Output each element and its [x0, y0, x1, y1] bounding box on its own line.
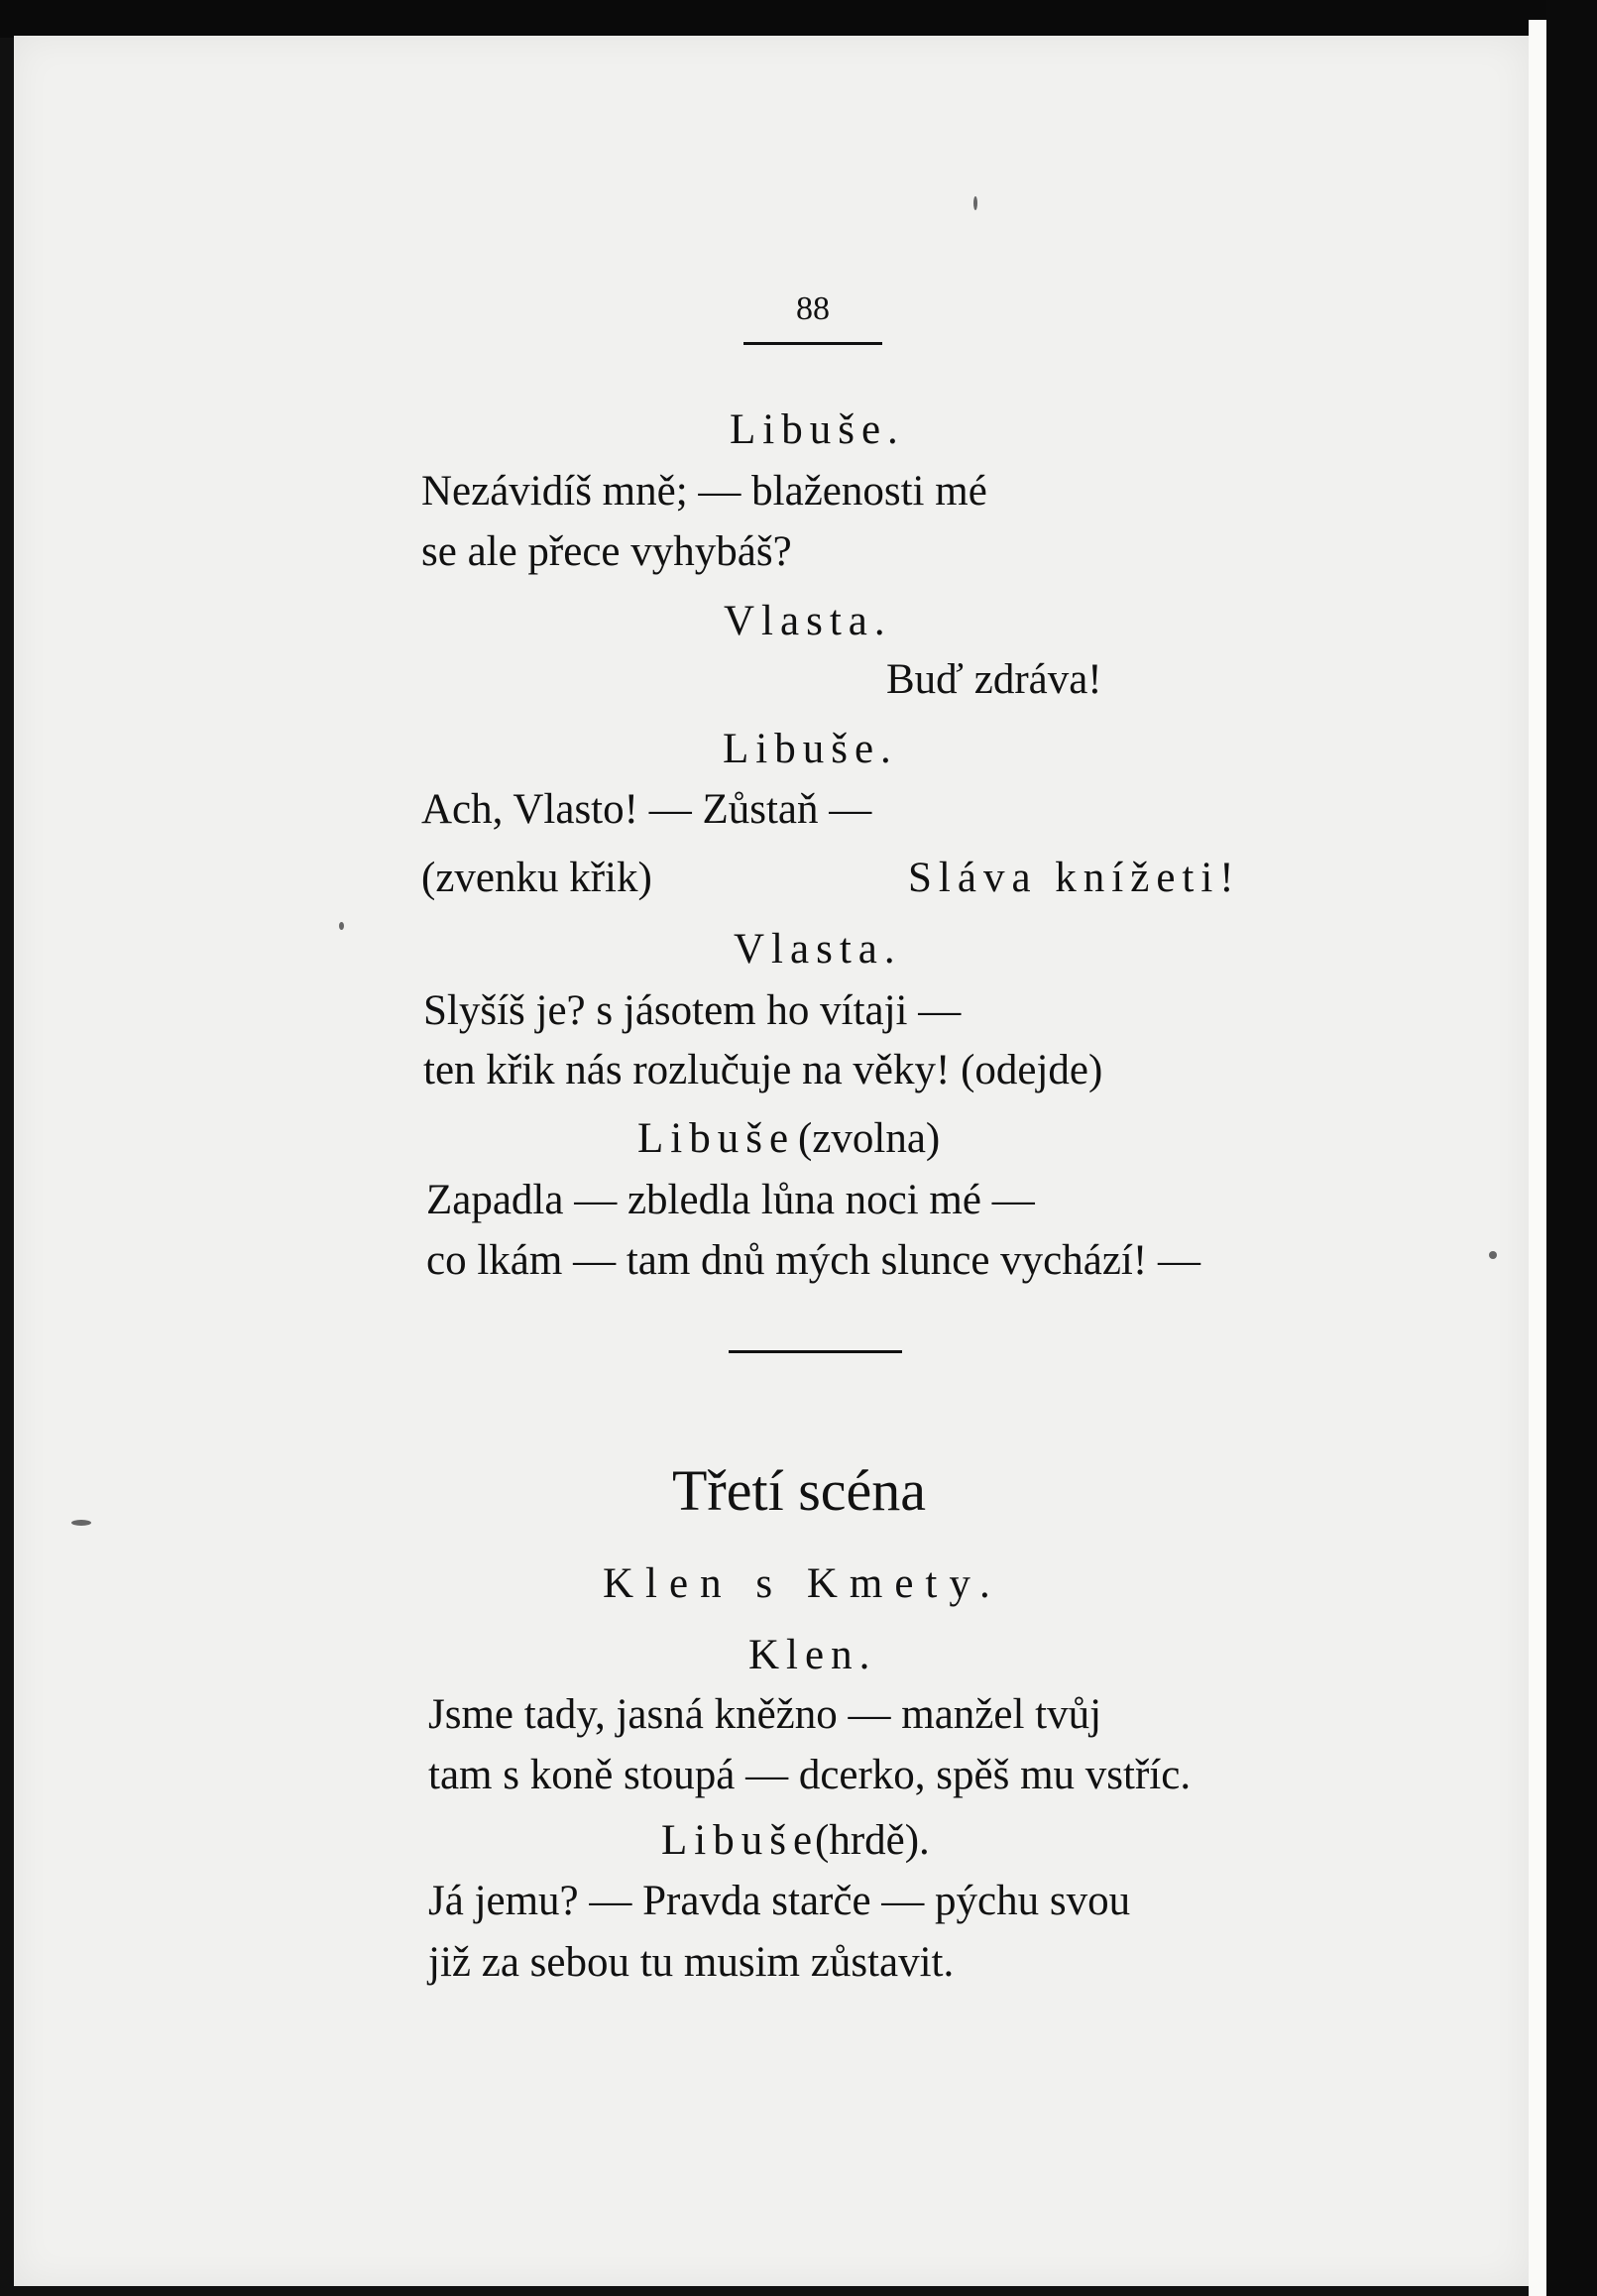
verse-line: Buď zdráva! — [886, 656, 1102, 703]
scan-speck — [1489, 1251, 1497, 1259]
speaker-libuse-direction: Libuše — [637, 1115, 796, 1162]
verse-line: Slyšíš je? s jásotem ho vítaji — — [423, 987, 962, 1034]
section-divider — [729, 1350, 902, 1353]
offstage-shout: Sláva knížeti! — [908, 855, 1241, 901]
scan-speck — [973, 196, 977, 210]
verse-line: Ach, Vlasto! — Zůstaň — — [421, 786, 872, 833]
scan-top-border — [0, 0, 1597, 38]
verse-line: Já jemu? — Pravda starče — pýchu svou — [428, 1878, 1131, 1924]
scan-right-border — [1546, 0, 1597, 2296]
verse-line: ten křik nás rozlučuje na věky! (odejde) — [423, 1047, 1103, 1093]
stage-direction: (zvolna) — [798, 1115, 941, 1162]
speaker-libuse: Libuše. — [723, 726, 898, 772]
speaker-vlasta: Vlasta. — [724, 598, 892, 644]
speaker-libuse: Libuše. — [730, 406, 905, 453]
header-rule — [743, 342, 882, 345]
verse-line: co lkám — tam dnů mých slunce vychází! — — [426, 1237, 1200, 1284]
verse-line: již za sebou tu musim zůstavit. — [428, 1939, 955, 1986]
stage-direction: (zvenku křik) — [421, 855, 652, 901]
speaker-klen: Klen. — [748, 1632, 877, 1678]
page-number: 88 — [796, 290, 830, 327]
verse-line: Jsme tady, jasná kněžno — manžel tvůj — [428, 1691, 1102, 1738]
verse-line: se ale přece vyhybáš? — [421, 528, 792, 575]
scene-cast: Klen s Kmety. — [603, 1560, 1002, 1607]
verse-line: Zapadla — zbledla lůna noci mé — — [426, 1177, 1035, 1223]
speaker-vlasta: Vlasta. — [734, 926, 902, 973]
scan-speck — [71, 1520, 91, 1526]
stage-direction: (hrdě). — [815, 1817, 930, 1864]
speaker-libuse-direction: Libuše — [661, 1817, 820, 1864]
verse-line: Nezávidíš mně; — blaženosti mé — [421, 468, 987, 515]
scan-speck — [339, 922, 344, 930]
verse-line: tam s koně stoupá — dcerko, spěš mu vstříc. — [428, 1752, 1192, 1798]
scene-heading: Třetí scéna — [672, 1458, 927, 1523]
page-edge — [1529, 20, 1546, 2296]
